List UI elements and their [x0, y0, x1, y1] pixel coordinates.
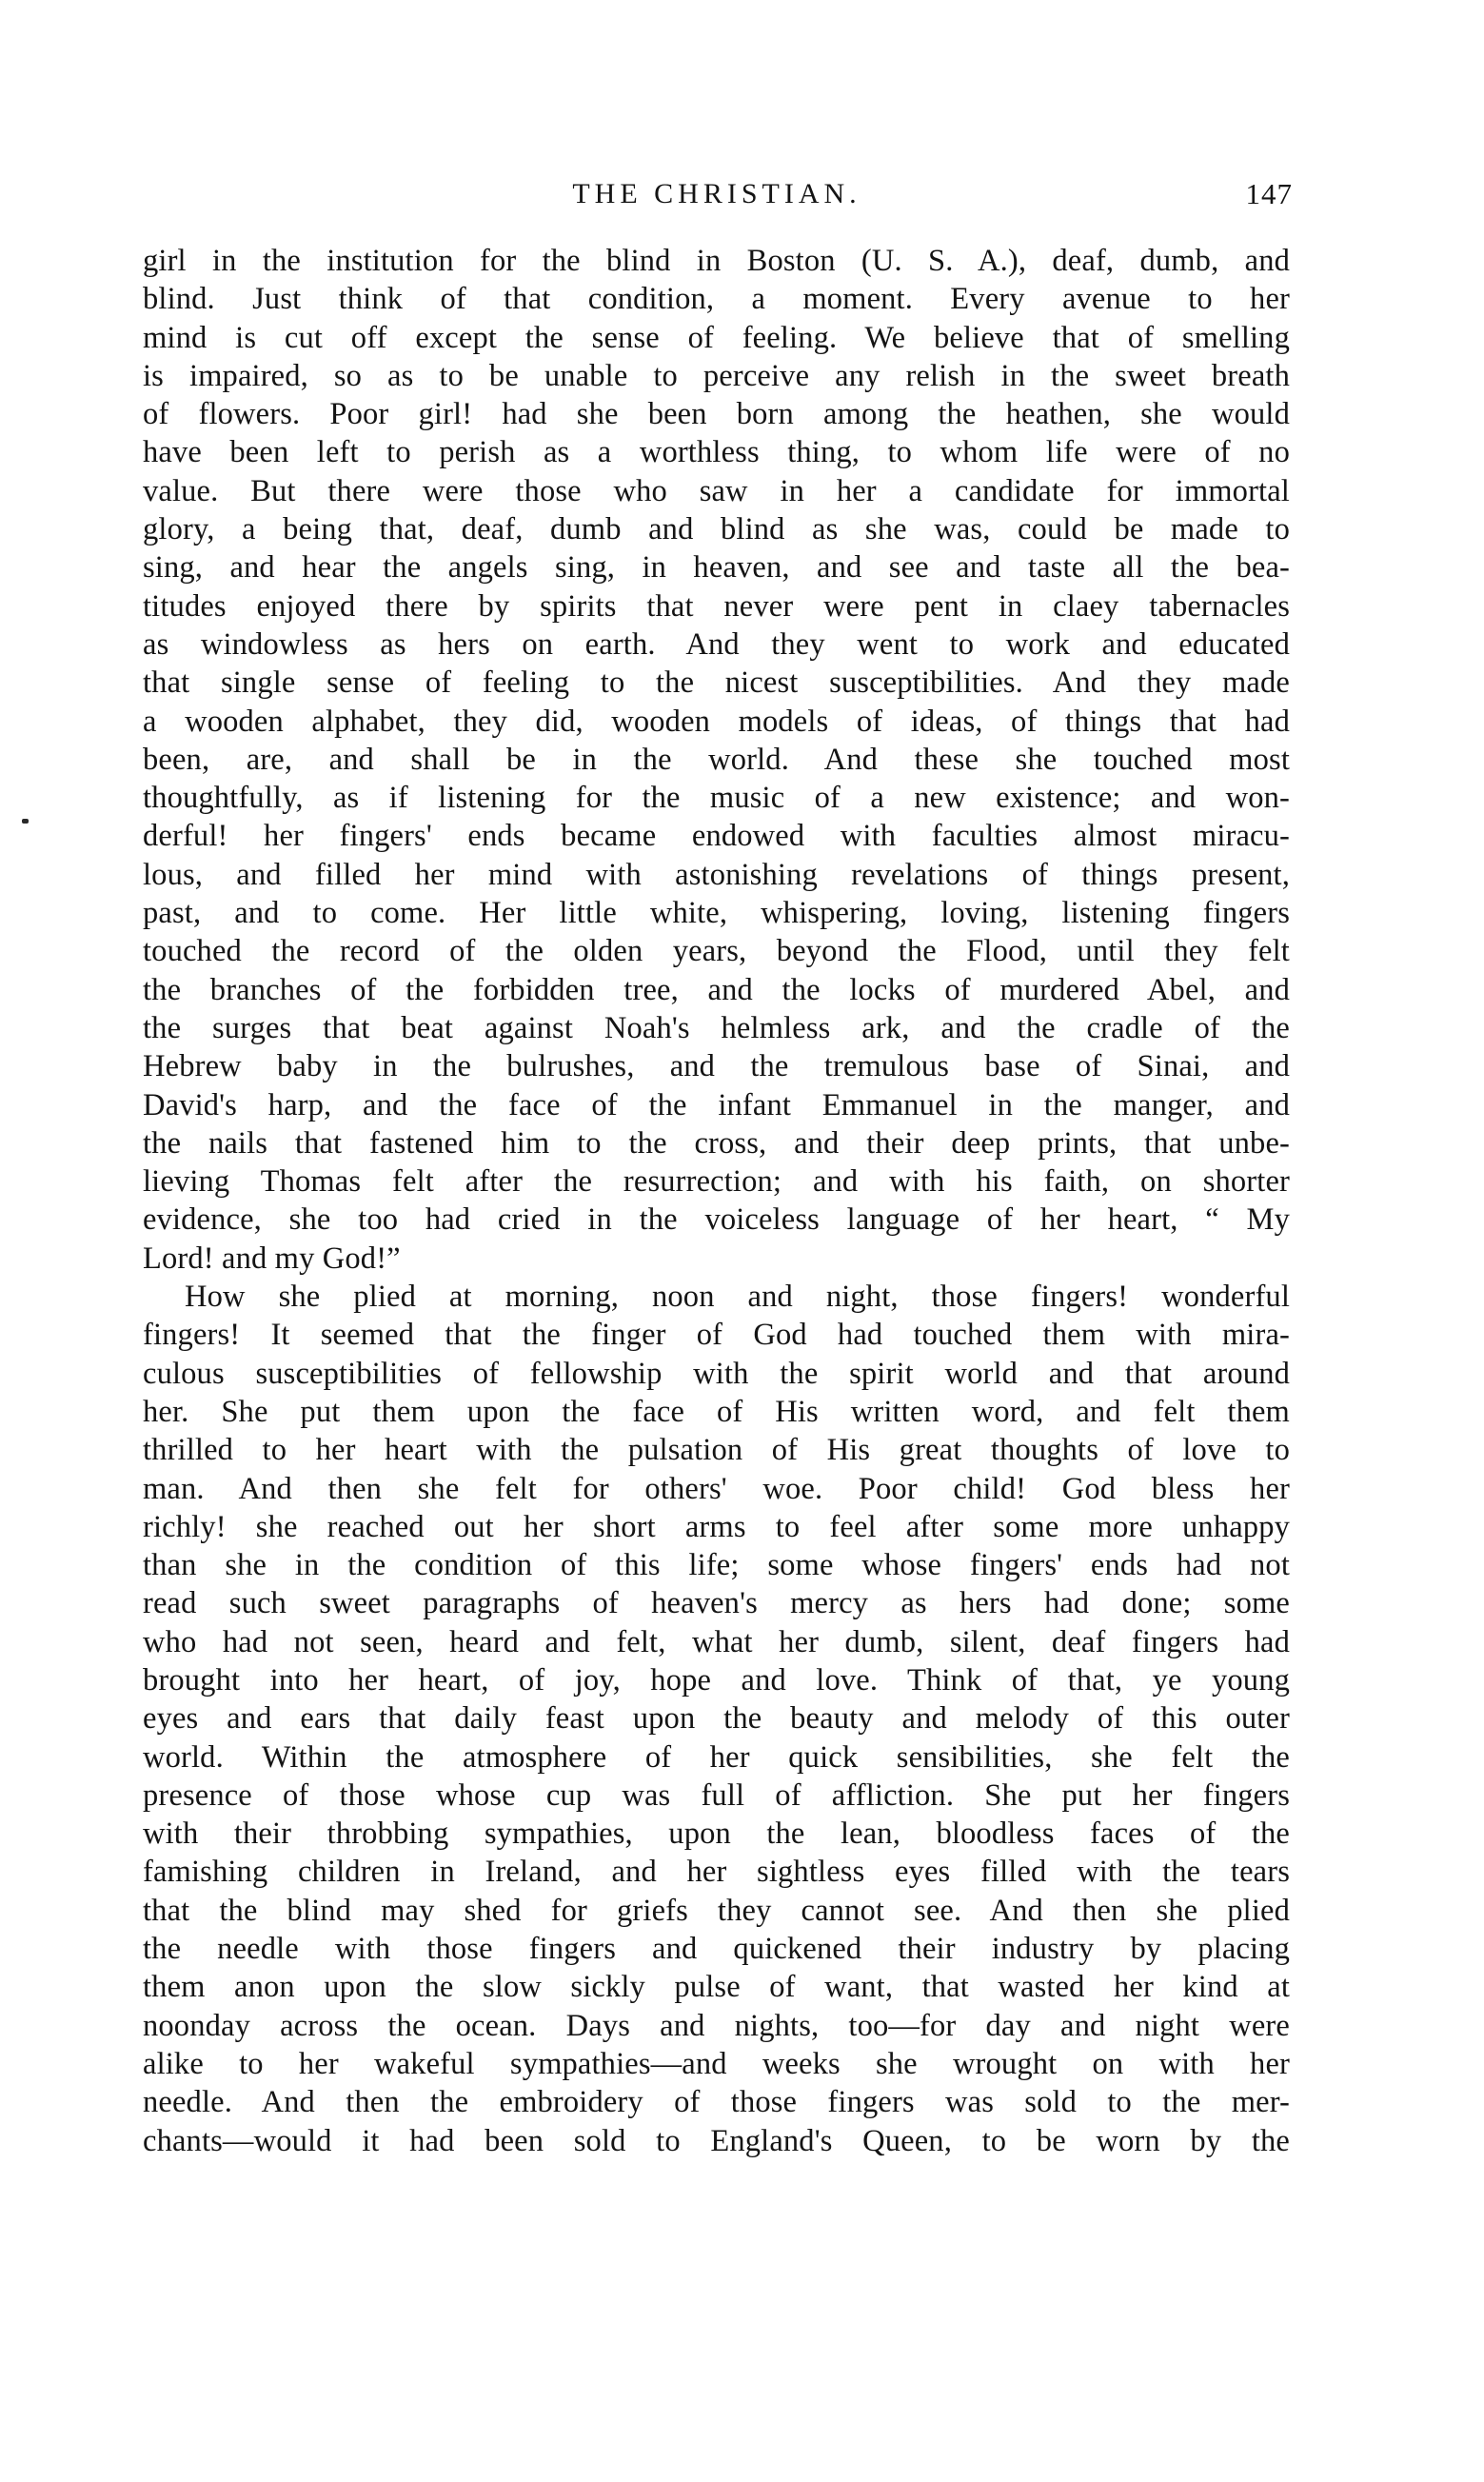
- text-line: culous susceptibilities of fellowship with the spirit world and that around: [143, 1356, 1290, 1391]
- running-title: THE CHRISTIAN.: [572, 178, 861, 209]
- paragraph-start-line: How she plied at morning, noon and night, those fingers! wonderful: [185, 1280, 1290, 1315]
- text-line: man. And then she felt for others' woe. Poor child! God bless her: [143, 1471, 1290, 1506]
- text-line: thrilled to her heart with the pulsation of His great thoughts of love to: [143, 1433, 1290, 1468]
- margin-speck: [22, 819, 29, 824]
- text-line: girl in the institution for the blind in Boston (U. S. A.), deaf, dumb, and: [143, 244, 1290, 278]
- text-line: mind is cut off except the sense of feeling. We believe that of smelling: [143, 320, 1290, 355]
- text-line: blind. Just think of that condition, a moment. Every avenue to her: [143, 282, 1290, 317]
- text-line: as windowless as hers on earth. And they went to work and educated: [143, 626, 1290, 662]
- text-line: David's harp, and the face of the infant Emmanuel in the manger, and: [143, 1087, 1290, 1122]
- text-line: presence of those whose cup was full of affliction. She put her fingers: [143, 1777, 1290, 1813]
- text-line: chants—would it had been sold to England's Queen, to be worn by the: [143, 2123, 1290, 2158]
- text-line: read such sweet paragraphs of heaven's mercy as hers had done; some: [143, 1586, 1290, 1621]
- text-line: titudes enjoyed there by spirits that never were pent in claey tabernacles: [143, 588, 1290, 624]
- page-number: 147: [1245, 177, 1293, 210]
- text-line: richly! she reached out her short arms to feel after some more unhappy: [143, 1509, 1290, 1544]
- text-line: glory, a being that, deaf, dumb and blind as she was, could be made to: [143, 512, 1290, 547]
- text-line: sing, and hear the angels sing, in heaven, and see and taste all the bea-: [143, 550, 1290, 586]
- text-line: noonday across the ocean. Days and nights, too—for day and night were: [143, 2008, 1290, 2043]
- text-line: the surges that beat against Noah's helmless ark, and the cradle of the: [143, 1010, 1290, 1045]
- text-line: needle. And then the embroidery of those fingers was sold to the mer-: [143, 2085, 1290, 2120]
- text-line: evidence, she too had cried in the voiceless language of her heart, “ My: [143, 1202, 1290, 1238]
- text-line: who had not seen, heard and felt, what her dumb, silent, deaf fingers had: [143, 1624, 1290, 1659]
- text-line: that single sense of feeling to the nicest susceptibilities. And they made: [143, 665, 1290, 701]
- text-line: her. She put them upon the face of His written word, and felt them: [143, 1394, 1290, 1429]
- paragraph-end-line: Lord! and my God!”: [143, 1241, 401, 1276]
- text-line: derful! her fingers' ends became endowed with faculties almost miracu-: [143, 819, 1290, 854]
- text-line: the nails that fastened him to the cross, and their deep prints, that unbe-: [143, 1125, 1290, 1161]
- text-line: the branches of the forbidden tree, and the locks of murdered Abel, and: [143, 972, 1290, 1007]
- text-line: is impaired, so as to be unable to perceive any relish in the sweet breath: [143, 358, 1290, 393]
- text-line: been, are, and shall be in the world. And these she touched most: [143, 742, 1290, 777]
- text-line: lous, and filled her mind with astonishing revelations of things present,: [143, 857, 1290, 892]
- text-line: fingers! It seemed that the finger of God had touched them with mira-: [143, 1318, 1290, 1353]
- text-line: lieving Thomas felt after the resurrection; and with his faith, on shorter: [143, 1164, 1290, 1200]
- text-line: touched the record of the olden years, beyond the Flood, until they felt: [143, 934, 1290, 969]
- text-line: value. But there were those who saw in her a candidate for immortal: [143, 473, 1290, 508]
- text-line: them anon upon the slow sickly pulse of want, that wasted her kind at: [143, 1970, 1290, 2005]
- text-line: Hebrew baby in the bulrushes, and the tremulous base of Sinai, and: [143, 1049, 1290, 1084]
- text-line: famishing children in Ireland, and her sightless eyes filled with the tears: [143, 1855, 1290, 1890]
- text-line: have been left to perish as a worthless thing, to whom life were of no: [143, 435, 1290, 470]
- text-line: than she in the condition of this life; some whose fingers' ends had not: [143, 1548, 1290, 1583]
- text-line: the needle with those fingers and quickened their industry by placing: [143, 1932, 1290, 1967]
- text-line: world. Within the atmosphere of her quick sensibilities, she felt the: [143, 1739, 1290, 1775]
- text-line: alike to her wakeful sympathies—and weeks she wrought on with her: [143, 2046, 1290, 2081]
- text-line: brought into her heart, of joy, hope and love. Think of that, ye young: [143, 1662, 1290, 1698]
- text-line: of flowers. Poor girl! had she been born among the heathen, she would: [143, 397, 1290, 432]
- text-line: eyes and ears that daily feast upon the beauty and melody of this outer: [143, 1701, 1290, 1737]
- body-text: [143, 242, 1290, 2160]
- running-head: [141, 175, 1293, 213]
- text-line: that the blind may shed for griefs they cannot see. And then she plied: [143, 1893, 1290, 1928]
- text-line: past, and to come. Her little white, whispering, loving, listening fingers: [143, 896, 1290, 931]
- text-line: with their throbbing sympathies, upon the lean, bloodless faces of the: [143, 1817, 1290, 1852]
- text-line: a wooden alphabet, they did, wooden models of ideas, of things that had: [143, 704, 1290, 739]
- text-line: thoughtfully, as if listening for the music of a new existence; and won-: [143, 781, 1290, 816]
